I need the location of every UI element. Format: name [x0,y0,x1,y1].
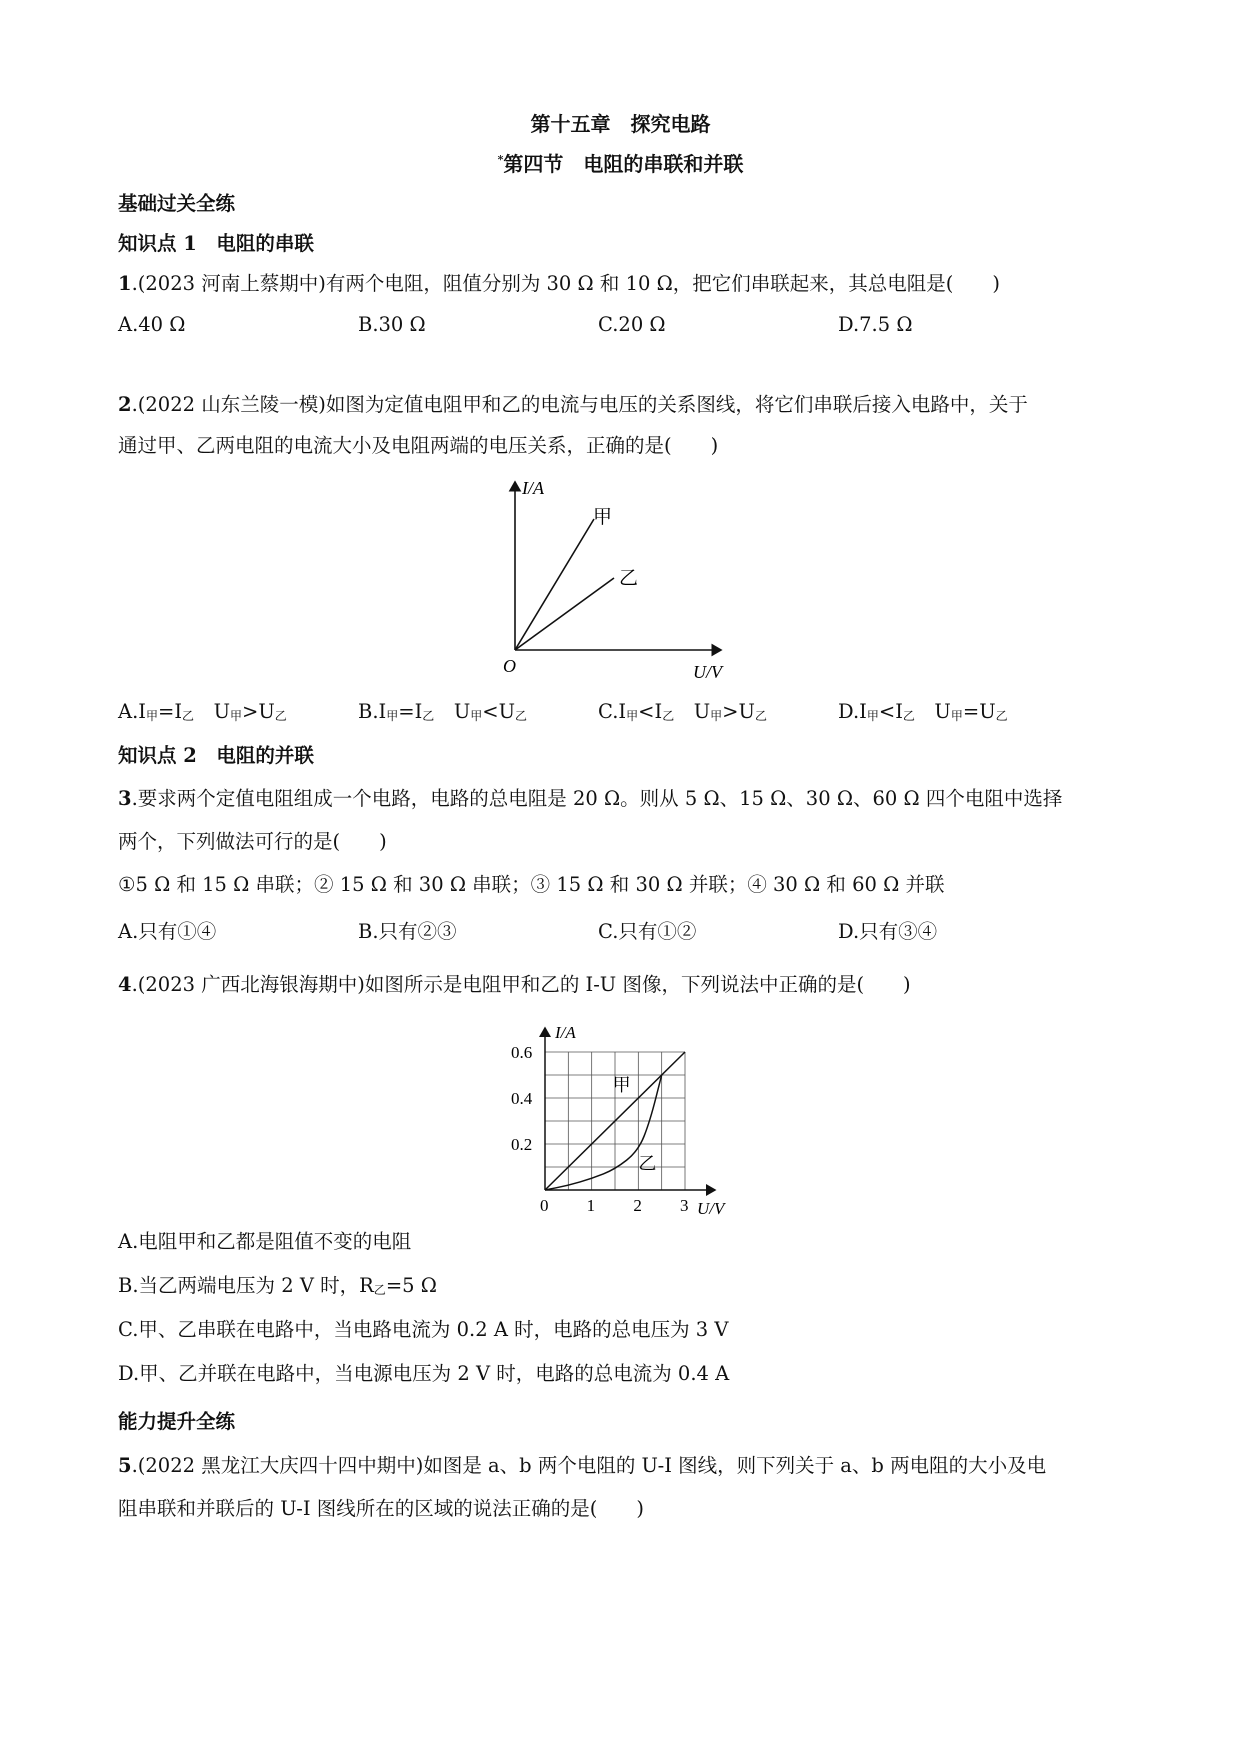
q1-option-d: D.7.5 Ω [838,313,913,336]
x-tick-label: 1 [586,1196,596,1215]
q1-option-a: A.40 Ω [118,313,186,336]
q2-x-label: U/V [693,662,722,682]
part1-title: 基础过关全练 [118,192,236,215]
q5-number: 5 [118,1454,132,1477]
q5-stem-1: .(2022 黑龙江大庆四十四中期中)如图是 a、b 两个电阻的 U-I 图线，则下列关于 a、b 两电阻的大小及电 [131,1454,1047,1477]
section-mark: * [497,153,504,166]
q2-text-line1 [118,391,1028,419]
section-title-text: 第四节 电阻的串联和并联 [503,152,744,176]
q3-text-line2: 两个，下列做法可行的是( ) [118,830,387,853]
q2-stem-1: .(2022 山东兰陵一模)如图为定值电阻甲和乙的电流与电压的关系图线，将它们串联后接入电路中，关于 [131,393,1028,416]
q4-text [118,971,911,999]
q1-text [118,270,1000,298]
q4-iu-grid-chart [495,1010,745,1220]
q5-text-line2: 阻串联和并联后的 U-I 图线所在的区域的说法正确的是( ) [118,1497,644,1520]
q4-option-b: B.当乙两端电压为 2 V 时，$R_乙=5$ Ω [118,1274,437,1297]
q1-option-c: C.20 Ω [598,313,666,336]
q4-y-label: I/A [555,1023,576,1042]
chapter-title: 第十五章 探究电路 [530,112,711,136]
q4-option-a: A.电阻甲和乙都是阻值不变的电阻 [118,1230,412,1253]
q4-x-label: U/V [697,1199,725,1218]
q2-option-a: $A.I_甲=I_乙$ $U_甲>U_乙$ [118,700,287,723]
section-title [0,146,1241,178]
y-tick-label: 0.6 [511,1043,533,1062]
part2-title: 能力提升全练 [118,1410,236,1433]
series-label-jia: 甲 [612,1075,631,1096]
q3-option-d: D.只有③④ [838,920,938,943]
x-tick-label: 3 [680,1196,689,1215]
q1-option-b: B.30 Ω [358,313,426,336]
q2-option-c: $C.I_甲<I_乙$ $U_甲>U_乙$ [598,700,767,723]
y-tick-label: 0.2 [511,1135,533,1154]
x-tick-label: 2 [633,1196,642,1215]
y-tick-label: 0.4 [511,1089,533,1108]
q5-text-line1 [118,1452,1046,1480]
q4-number: 4 [118,973,132,996]
kp1-title: 知识点 1 电阻的串联 [118,232,314,255]
q3-stem-1: .要求两个定值电阻组成一个电路，电路的总电阻是 20 Ω。则从 5 Ω、15 Ω、30 Ω、60 Ω 四个电阻中选择 [131,787,1063,810]
q2-origin: O [503,656,516,676]
q2-iu-graph [495,474,740,684]
q4-stem: .(2023 广西北海银海期中)如图所示是电阻甲和乙的 I-U 图像，下列说法中正确的是( ) [131,973,911,996]
q4-option-d: D.甲、乙并联在电路中，当电源电压为 2 V 时，电路的总电流为 0.4 A [118,1362,730,1385]
x-tick-label: 0 [540,1196,549,1215]
q3-option-a: A.只有①④ [118,920,217,943]
q2-option-d: $D.I_甲<I_乙$ $U_甲=U_乙$ [838,700,1008,723]
q3-option-c: C.只有①② [598,920,697,943]
q2-line-jia [515,519,594,650]
q2-series-yi-label: 乙 [619,568,639,589]
q3-text-line1 [118,785,1062,813]
q3-number: 3 [118,787,132,810]
q1-number: 1 [118,272,132,295]
q4-option-c: C.甲、乙串联在电路中，当电路电流为 0.2 A 时，电路的总电压为 3 V [118,1318,729,1341]
q2-line-yi [515,578,614,650]
kp2-title: 知识点 2 电阻的并联 [118,744,314,767]
q3-choices: ①5 Ω 和 15 Ω 串联；② 15 Ω 和 30 Ω 串联；③ 15 Ω 和 30 Ω 并联；④ 30 Ω 和 60 Ω 并联 [118,873,945,896]
series-label-yi: 乙 [638,1153,657,1174]
q2-series-jia-label: 甲 [593,507,613,528]
q1-stem: .(2023 河南上蔡期中)有两个电阻，阻值分别为 30 Ω 和 10 Ω，把它们串联起来，其总电阻是( ) [131,272,1000,295]
q2-number: 2 [118,393,132,416]
q2-option-b: $B.I_甲=I_乙$ $U_甲<U_乙$ [358,700,528,723]
q2-text-line2: 通过甲、乙两电阻的电流大小及电阻两端的电压关系，正确的是( ) [118,434,719,457]
q3-option-b: B.只有②③ [358,920,457,943]
q2-y-label: I/A [522,478,544,498]
